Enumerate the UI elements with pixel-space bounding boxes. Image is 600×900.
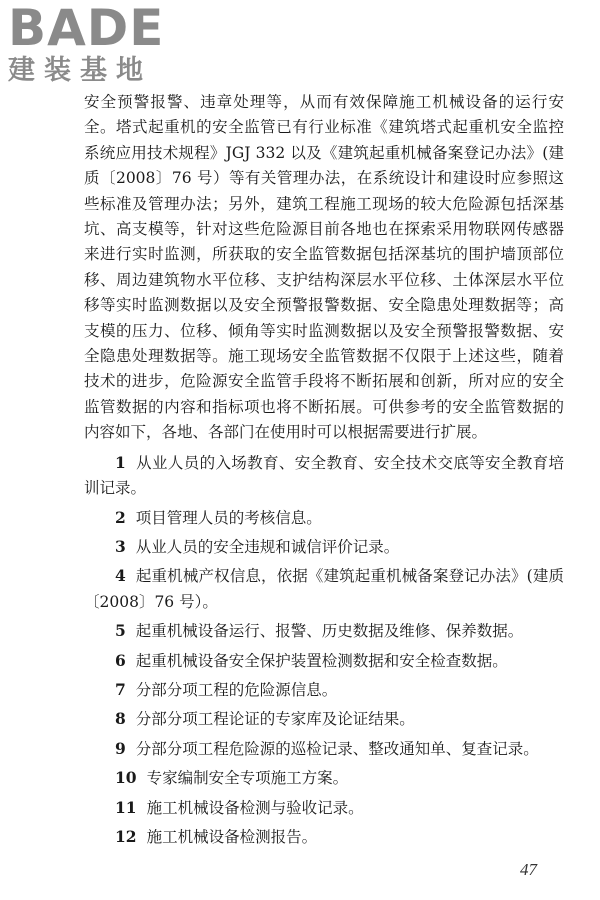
page-body [84,90,564,853]
page-number: 47 [520,860,537,879]
intro-paragraph: 安全预警报警、违章处理等，从而有效保障施工机械设备的运行安全。塔式起重机的安全监管已有行业标准《建筑塔式起重机安全监控系统应用技术规程》JGJ 332 以及《建筑起重机械备案登记办法》(建质〔2008〕76 号）等有关管理办法，在系统设计和建设时应参照这些标准及管理办法；另外，建筑工程施工现场的较大危险源包括深基坑、高支模等，针对这些危险源目前各地也在探索采用物联网传感器来进行实时监测，所获取的安全监管数据包括深基坑的围护墙顶部位移、周边建筑物水平位移、支护结构深层水平位移、土体深层水平位移等实时监测数据以及安全预警报警数据、安全隐患处理数据等；高支模的压力、位移、倾角等实时监测数据以及安全预警报警数据、安全隐患处理数据等。施工现场安全监管数据不仅限于上述这些，随着技术的进步，危险源安全监管手段将不断拓展和创新，所对应的安全监管数据的内容和指标项也将不断拓展。可供参考的安全监管数据的内容如下，各地、各部门在使用时可以根据需要进行扩展。 [84,93,565,442]
data-content-list [84,450,564,851]
item-number: 10 [115,768,137,788]
item-text: 分部分项工程论证的专家库及论证结果。 [135,710,415,729]
list-item [84,618,564,644]
list-item [84,505,564,531]
item-number: 5 [115,621,126,641]
list-item [84,450,564,502]
item-number: 1 [115,452,126,472]
list-item [84,677,564,703]
item-text: 从业人员的入场教育、安全教育、安全技术交底等安全教育培训记录。 [84,453,564,498]
item-number: 6 [115,650,126,670]
item-text: 施工机械设备检测与验收记录。 [146,798,364,817]
item-number: 2 [115,507,126,527]
list-item [84,736,564,762]
item-text: 起重机械产权信息，依据《建筑起重机械备案登记办法》(建质〔2008〕76 号）。 [84,567,564,611]
watermark-subtitle: 建装基地 [8,55,152,86]
item-number: 4 [115,566,126,586]
list-item [84,824,564,850]
item-number: 11 [115,797,137,817]
item-text: 起重机械设备安全保护装置检测数据和安全检查数据。 [135,651,508,670]
list-item [84,534,564,560]
item-number: 3 [115,536,126,556]
item-text: 项目管理人员的考核信息。 [135,508,322,527]
list-item [84,795,564,821]
watermark-brand: BADE [8,0,165,57]
item-text: 起重机械设备运行、报警、历史数据及维修、保养数据。 [135,622,524,641]
item-number: 12 [115,826,137,846]
item-text: 施工机械设备检测报告。 [146,827,318,846]
item-number: 8 [115,709,126,729]
item-text: 专家编制安全专项施工方案。 [146,769,349,788]
item-number: 7 [115,679,126,699]
item-text: 分部分项工程危险源的巡检记录、整改通知单、复查记录。 [135,739,539,758]
list-item [84,765,564,791]
item-number: 9 [115,738,126,758]
item-text: 从业人员的安全违规和诚信评价记录。 [135,537,400,556]
list-item [84,706,564,732]
list-item [84,563,564,615]
item-text: 分部分项工程的危险源信息。 [135,680,338,699]
list-item [84,648,564,674]
bade-watermark-logo [8,2,178,86]
